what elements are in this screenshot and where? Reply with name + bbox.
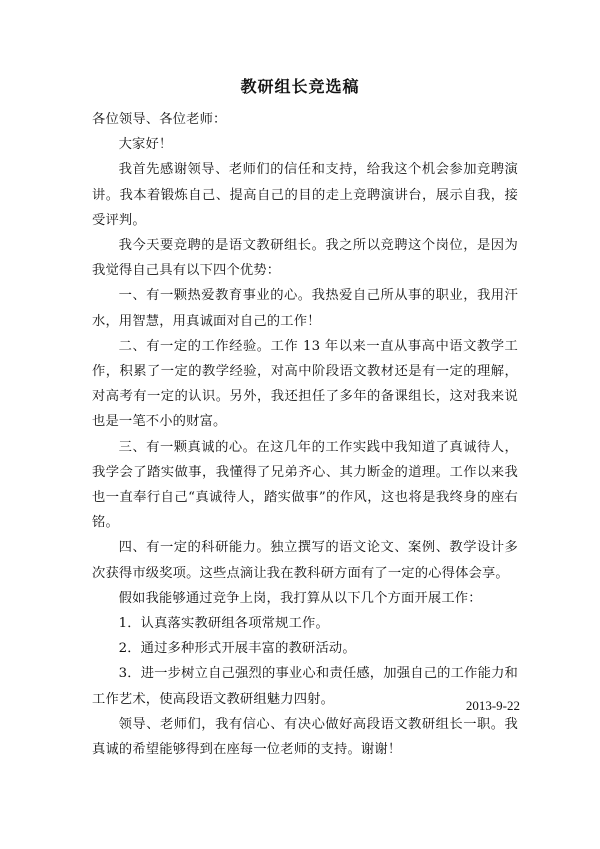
work-plan-item-3: 3．进一步树立自己强烈的事业心和责任感，加强自己的工作能力和工作艺术，使高段语文教研组魅力四射。 xyxy=(92,666,518,707)
advantage-four-paragraph: 四、有一定的科研能力。独立撰写的语文论文、案例、教学设计多次获得市级奖项。这些点滴让我在教科研方面有了一定的心得体会享。 xyxy=(92,540,518,581)
advantage-two-paragraph: 二、有一定的工作经验。工作 13 年以来一直从事高中语文教学工作，积累了一定的教学经验，对高中阶段语文教材还是有一定的理解，对高考有一定的认识。另外，我还担任了多年的备课组长，这对我来说也是一笔不小的财富。 xyxy=(92,338,518,430)
work-plan-intro-paragraph: 假如我能够通过竞争上岗，我打算从以下几个方面开展工作： xyxy=(118,590,482,606)
greeting-paragraph: 大家好！ xyxy=(118,137,173,153)
closing-paragraph: 领导、老师们，我有信心、有决心做好高段语文教研组长一职。我真诚的希望能够得到在座每一位老师的支持。谢谢！ xyxy=(92,716,518,758)
work-plan-item-2: 2．通过多种形式开展丰富的教研活动。 xyxy=(118,641,356,657)
document-date: 2013-9-22 xyxy=(465,698,520,713)
advantage-one-paragraph: 一、有一颗热爱教育事业的心。我热爱自己所从事的职业，我用汗水，用智慧，用真诚面对自己的工作！ xyxy=(92,288,518,329)
document-body xyxy=(92,107,518,762)
document-title: 教研组长竞选稿 xyxy=(240,77,360,96)
work-plan-item-1: 1．认真落实教研组各项常规工作。 xyxy=(118,616,329,632)
salutation: 各位领导、各位老师： xyxy=(92,112,227,127)
position-paragraph: 我今天要竞聘的是语文教研组长。我之所以竞聘这个岗位，是因为我觉得自己具有以下四个优势： xyxy=(92,238,518,279)
thanks-paragraph: 我首先感谢领导、老师们的信任和支持，给我这个机会参加竞聘演讲。我本着锻炼自己、提高自己的目的走上竞聘演讲台，展示自我，接受评判。 xyxy=(92,162,518,228)
advantage-three-paragraph: 三、有一颗真诚的心。在这几年的工作实践中我知道了真诚待人，我学会了踏实做事，我懂得了兄弟齐心、其力断金的道理。工作以来我也一直奉行自己“真诚待人，踏实做事”的作风，这也将是我终身的座右铭。 xyxy=(92,439,518,531)
